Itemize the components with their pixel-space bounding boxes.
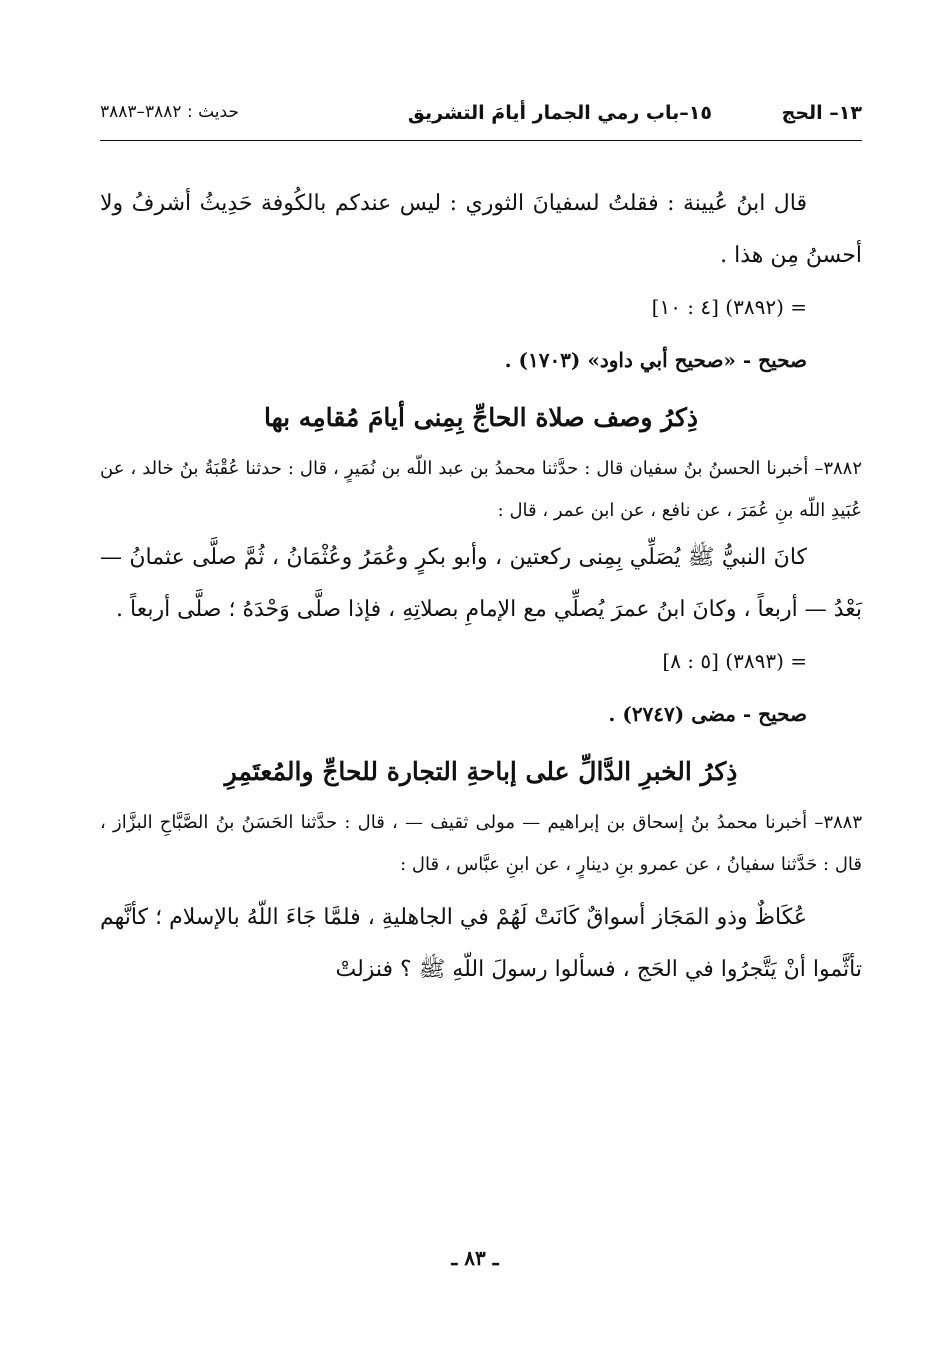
chapter-heading-2: ذِكرُ الخبرِ الدَّالِّ على إباحةِ التجارة للحاجِّ والمُعتَمِرِ — [224, 757, 738, 786]
reference-1: = (٣٨٩٢) [٤ : ١٠] — [651, 295, 807, 319]
grading-1: صحيح - «صحيح أبي داود» (١٧٠٣) . — [504, 348, 807, 372]
matn-3882: كانَ النبيُّ ﷺ يُصَلِّي بِمِنى ركعتين ، وأبو بكرٍ وعُمَرُ وعُثْمَانُ ، ثُمَّ صلَّى عثمانُ — بَعْدُ — أربعاً ، وكانَ ابنُ عمرَ يُصلِّي مع الإمامِ بصلاتِهِ ، فإذا صلَّى وَحْدَهُ ؛ صلَّى أربعاً . — [100, 545, 862, 622]
header-rule — [100, 140, 862, 141]
grading-2: صحيح - مضى (٢٧٤٧) . — [608, 702, 807, 726]
section-title: ١٥–باب رمي الجمار أيامَ التشريق — [407, 102, 712, 124]
matn-3883: عُكَاظٌ وذو المَجَاز أسواقٌ كَانَتْ لَهُمْ في الجاهليةِ ، فلمَّا جَاءَ اللّهُ بالإسلام ؛ كأنَّهم تأثَّموا أنْ يَتَّجرُوا في الحَج ، فسألوا رسولَ اللّهِ ﷺ ؟ فنزلتْ — [100, 905, 862, 982]
chapter-title: ١٣– الحج — [781, 102, 862, 124]
isnad-3883: ٣٨٨٣– أخبرنا محمدُ بنُ إسحاق بن إبراهيم — مولى ثقيف — ، قال : حدَّثنا الحَسَنُ بنُ الصَّبَّاحِ البزَّاز ، قال : حَدَّثنا سفيانُ ، عن عمرو بنِ دينارٍ ، عن ابنِ عبَّاس ، قال : — [100, 812, 862, 875]
intro-paragraph: قال ابنُ عُيينة : فقلتُ لسفيانَ الثوري : ليس عندكم بالكُوفة حَدِيثُ أشرفُ ولا أحسنُ مِن هذا . — [100, 191, 862, 268]
chapter-heading-1: ذِكرُ وصف صلاة الحاجِّ بِمِنى أيامَ مُقامِه بها — [264, 403, 698, 432]
running-header — [100, 98, 862, 138]
page-number: ـ ٨٣ ـ — [451, 1246, 499, 1270]
hadith-range: حديث : ٣٨٨٢–٣٨٨٣ — [100, 102, 239, 122]
page-body — [100, 178, 862, 996]
reference-2: = (٣٨٩٣) [٥ : ٨] — [662, 649, 807, 673]
isnad-3882: ٣٨٨٢– أخبرنا الحسنُ بنُ سفيان قال : حدَّثنا محمدُ بن عبد اللّه بن نُمَيرٍ ، قال : حدثنا عُقْبَةُ بنُ خالد ، عن عُبَيدِ اللّه بنِ عُمَرَ ، عن نافع ، عن ابن عمر ، قال : — [100, 458, 862, 521]
